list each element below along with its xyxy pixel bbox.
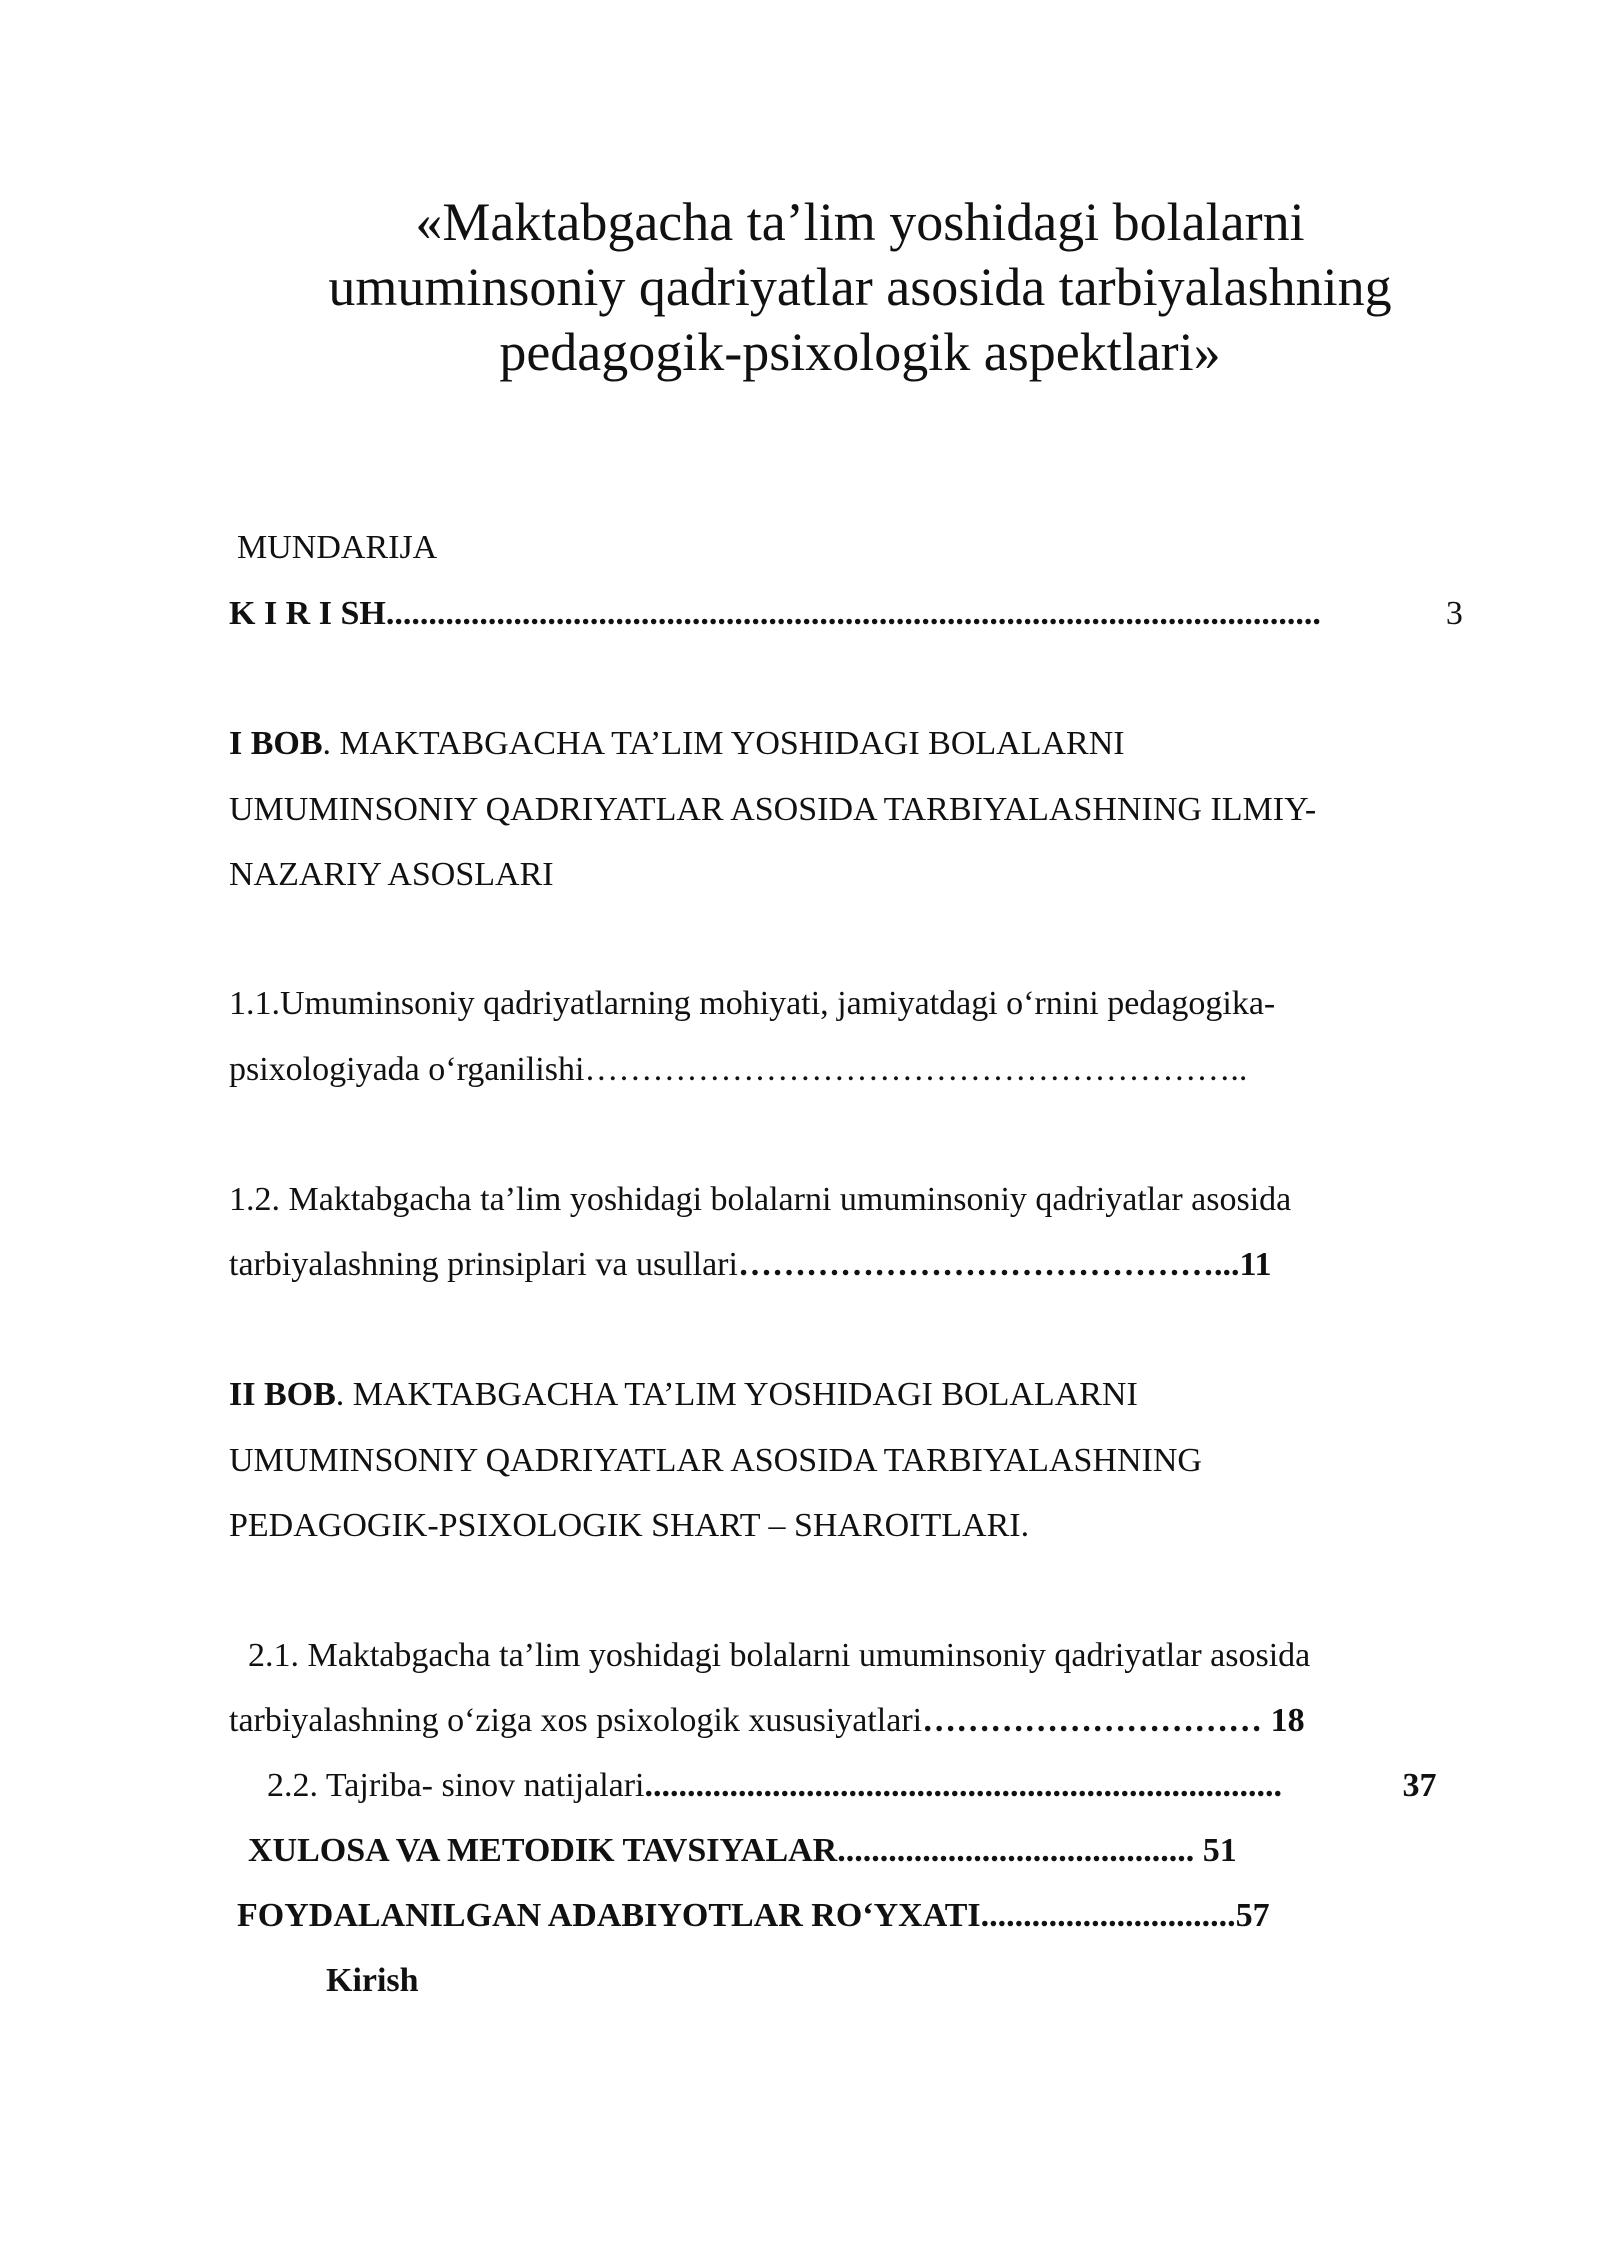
title-line-1: «Maktabgacha ta’lim yoshidagi bolalarni [415,192,1305,252]
toc-section-1-1-line2: psixologiyada o‘rganilishi………………………………………………….. [229,1051,1248,1088]
toc-section-2-2-text: 2.2. Tajriba- sinov natijalari [267,1767,645,1804]
toc-chapter1-line1 [229,724,1125,764]
toc-section-2-1-line1: 2.1. Maktabgacha ta’lim yoshidagi bolalarni umuminsoniy qadriyatlar asosida [248,1637,1311,1674]
toc-references: FOYDALANILGAN ADABIYOTLAR RO‘YXATI..............................57 [237,1897,1270,1934]
toc-section-2-2 [267,1766,1437,1806]
toc-intro-leader: .............................................................................................................. [385,595,1321,632]
toc-section-2-1-leader: ………………………… 18 [922,1702,1305,1739]
toc-chapter1-title: . MAKTABGACHA TA’LIM YOSHIDAGI BOLALARNI [322,725,1125,762]
toc-chapter1-line2: UMUMINSONIY QADRIYATLAR ASOSIDA TARBIYALASHNING ILMIY- [229,791,1317,828]
toc-section-1-2-leader: ……………………………………...11 [737,1246,1272,1283]
toc-intro-label: K I R I SH [229,595,386,632]
toc-chapter2-label: II BOB [229,1376,336,1413]
toc-chapter1-line3: NAZARIY ASOSLARI [229,856,554,893]
toc-intro-page: 3 [1445,595,1463,632]
toc-chapter2-line3: PEDAGOGIK-PSIXOLOGIK SHART – SHAROITLARI. [229,1507,1030,1544]
toc-section-2-2-page: 37 [1402,1767,1437,1804]
toc-entry-intro [229,594,1466,634]
toc-section-1-2-line1: 1.2. Maktabgacha ta’lim yoshidagi bolalarni umuminsoniy qadriyatlar asosida [229,1181,1292,1218]
toc-section-2-1-line2 [229,1701,1305,1741]
kirish-heading: Kirish [326,1962,419,1999]
toc-conclusion: XULOSA VA METODIK TAVSIYALAR.......................................... 51 [248,1832,1237,1869]
toc-heading: MUNDARIJA [237,529,438,566]
toc-section-1-1-line1: 1.1.Umuminsoniy qadriyatlarning mohiyati, jamiyatdagi o‘rnini pedagogika- [229,985,1276,1022]
document-title [160,190,1560,385]
toc-chapter2-line1 [229,1375,1138,1415]
title-line-3: pedagogik-psixologik aspektlari» [499,322,1221,382]
toc-chapter2-line2: UMUMINSONIY QADRIYATLAR ASOSIDA TARBIYALASHNING [229,1442,1202,1479]
toc-section-2-1-text: tarbiyalashning o‘ziga xos psixologik xususiyatlari [229,1702,923,1739]
title-line-2: umuminsoniy qadriyatlar asosida tarbiyalashning [328,257,1392,317]
toc-section-1-2-line2 [229,1245,1272,1285]
toc-chapter1-label: I BOB [229,725,323,762]
toc-section-2-2-leader: ........................................................................... [644,1767,1283,1804]
toc-chapter2-title: . MAKTABGACHA TA’LIM YOSHIDAGI BOLALARNI [335,1376,1138,1413]
toc-section-1-2-text: tarbiyalashning prinsiplari va usullari [229,1246,738,1283]
